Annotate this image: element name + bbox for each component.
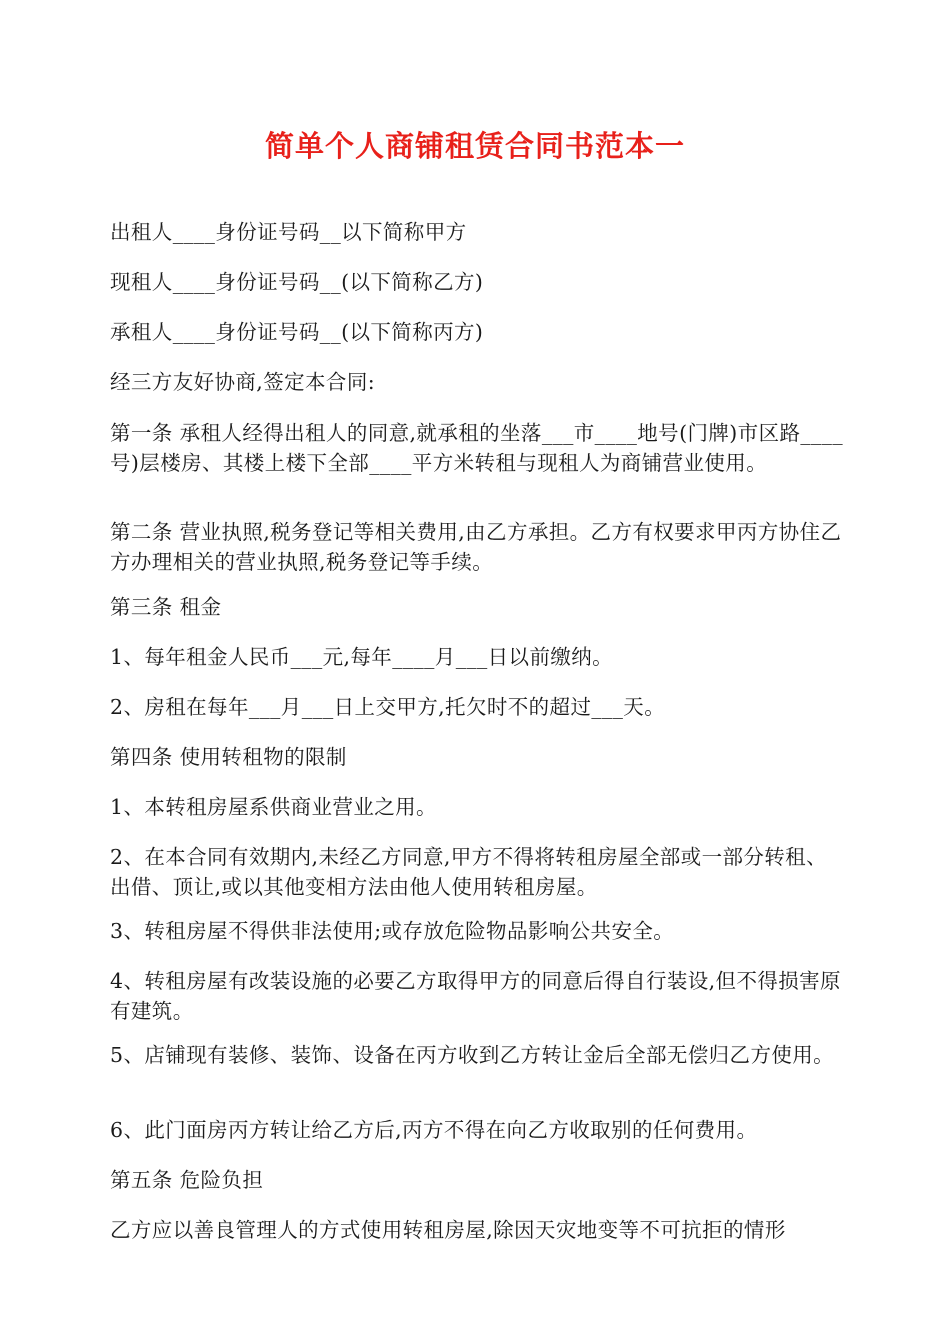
paragraph-article-4-item-1: 1、本转租房屋系供商业营业之用。 [110, 795, 437, 819]
paragraph-current-tenant: 现租人____身份证号码__(以下简称乙方) [110, 270, 484, 294]
paragraph-article-3-item-1: 1、每年租金人民币___元,每年____月___日以前缴纳。 [110, 645, 614, 669]
paragraph-article-4-item-2: 2、在本合同有效期内,未经乙方同意,甲方不得将转租房屋全部或一部分转租、出借、顶让,或以其他变相方法由他人使用转租房屋。 [110, 845, 827, 899]
paragraph-article-3-item-2: 2、房租在每年___月___日上交甲方,托欠时不的超过___天。 [110, 695, 666, 719]
paragraph-article-4-item-5: 5、店铺现有装修、装饰、设备在丙方收到乙方转让金后全部无偿归乙方使用。 [110, 1043, 835, 1067]
paragraph-article-4-heading: 第四条 使用转租物的限制 [110, 745, 347, 769]
paragraph-article-3-heading: 第三条 租金 [110, 595, 222, 619]
paragraph-lessee: 承租人____身份证号码__(以下简称丙方) [110, 320, 484, 344]
paragraph-article-4-item-4: 4、转租房屋有改装设施的必要乙方取得甲方的同意后得自行装设,但不得损害原有建筑。 [110, 969, 841, 1023]
document-title: 简单个人商铺租赁合同书范本一 [264, 129, 685, 163]
paragraph-article-4-item-6: 6、此门面房丙方转让给乙方后,丙方不得在向乙方收取别的任何费用。 [110, 1118, 758, 1142]
paragraph-article-5-heading: 第五条 危险负担 [110, 1168, 264, 1192]
paragraph-agreement: 经三方友好协商,签定本合同: [110, 370, 376, 394]
paragraph-article-1: 第一条 承租人经得出租人的同意,就承租的坐落___市____地号(门牌)市区路____号)层楼房、其楼上楼下全部____平方米转租与现租人为商铺营业使用。 [110, 421, 843, 475]
paragraph-article-4-item-3: 3、转租房屋不得供非法使用;或存放危险物品影响公共安全。 [110, 919, 675, 943]
paragraph-article-5-body: 乙方应以善良管理人的方式使用转租房屋,除因天灾地变等不可抗拒的情形 [110, 1218, 786, 1242]
paragraph-article-2: 第二条 营业执照,税务登记等相关费用,由乙方承担。乙方有权要求甲丙方协住乙方办理相关的营业执照,税务登记等手续。 [110, 520, 842, 574]
paragraph-lessor: 出租人____身份证号码__以下简称甲方 [110, 220, 467, 244]
